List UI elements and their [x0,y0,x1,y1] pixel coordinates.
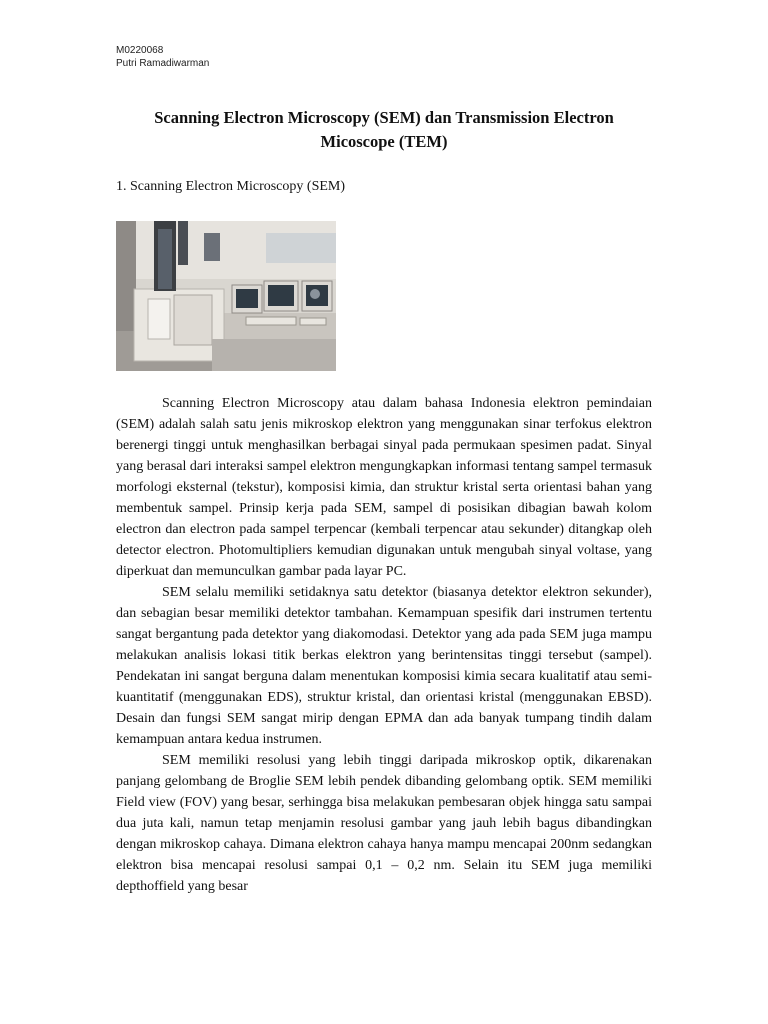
paragraph: SEM memiliki resolusi yang lebih tinggi daripada mikroskop optik, dikarenakan panjang gelombang de Broglie SEM lebih pendek dibanding gelombang optik. SEM memiliki Field view (FOV) yang besar, serhingga bisa melakukan pembesaran objek hingga satu sampai dua juta kali, namun tetap menjamin resolusi gambar yang jauh lebih bagus dibandingkan dengan mikroskop cahaya. Dimana elektron cahaya hanya mampu mencapai 200nm sedangkan elektron bisa mencapai resolusi sampai 0,1 – 0,2 nm. Selain itu SEM juga memiliki depthoffield yang besar [116,753,652,894]
body-text [116,393,652,897]
author-name: Putri Ramadiwarman [116,58,210,69]
paragraph: SEM selalu memiliki setidaknya satu detektor (biasanya detektor elektron sekunder), dan sebagian besar memiliki detektor tambahan. Kemampuan spesifik dari instrumen tertentu sangat bergantung pada detektor yang diakomodasi. Detektor yang ada pada SEM juga mampu melakukan analisis lokasi titik berkas elektron yang berintensitas tinggi tersebut (sampel). Pendekatan ini sangat berguna dalam menentukan komposisi kimia secara kualitatif atau semi-kuantitatif (menggunakan EDS), struktur kristal, dan orientasi kristal (menggunakan EBSD). Desain dan fungsi SEM sangat mirip dengan EPMA dan ada banyak tumpang tindih dalam kemampuan antara kedua instrumen. [116,585,652,747]
student-id: M0220068 [116,45,164,56]
document-header [116,44,209,70]
section-heading: 1. Scanning Electron Microscopy (SEM) [116,179,346,194]
paragraph: Scanning Electron Microscopy atau dalam bahasa Indonesia elektron pemindaian (SEM) adalah salah satu jenis mikroskop elektron yang menggunakan sinar terfokus elektron berenergi tinggi untuk menghasilkan berbagai sinyal pada permukaan spesimen padat. Sinyal yang berasal dari interaksi sampel elektron mengungkapkan informasi tentang sampel termasuk morfologi eksternal (tekstur), komposisi kimia, dan struktur kristal serta orientasi bahan yang membentuk sampel. Prinsip kerja pada SEM, sampel di posisikan dibagian bawah kolom electron dan electron pada sampel terpencar (kembali terpencar atau sekunder) ditangkap oleh detector electron. Photomultipliers kemudian digunakan untuk mengubah sinyal voltase, yang diperkuat dan memunculkan gambar pada layar PC. [116,396,652,579]
document-title: Scanning Electron Microscopy (SEM) dan Transmission Electron Micoscope (TEM) [154,108,614,151]
sem-instrument-photo [116,221,336,371]
